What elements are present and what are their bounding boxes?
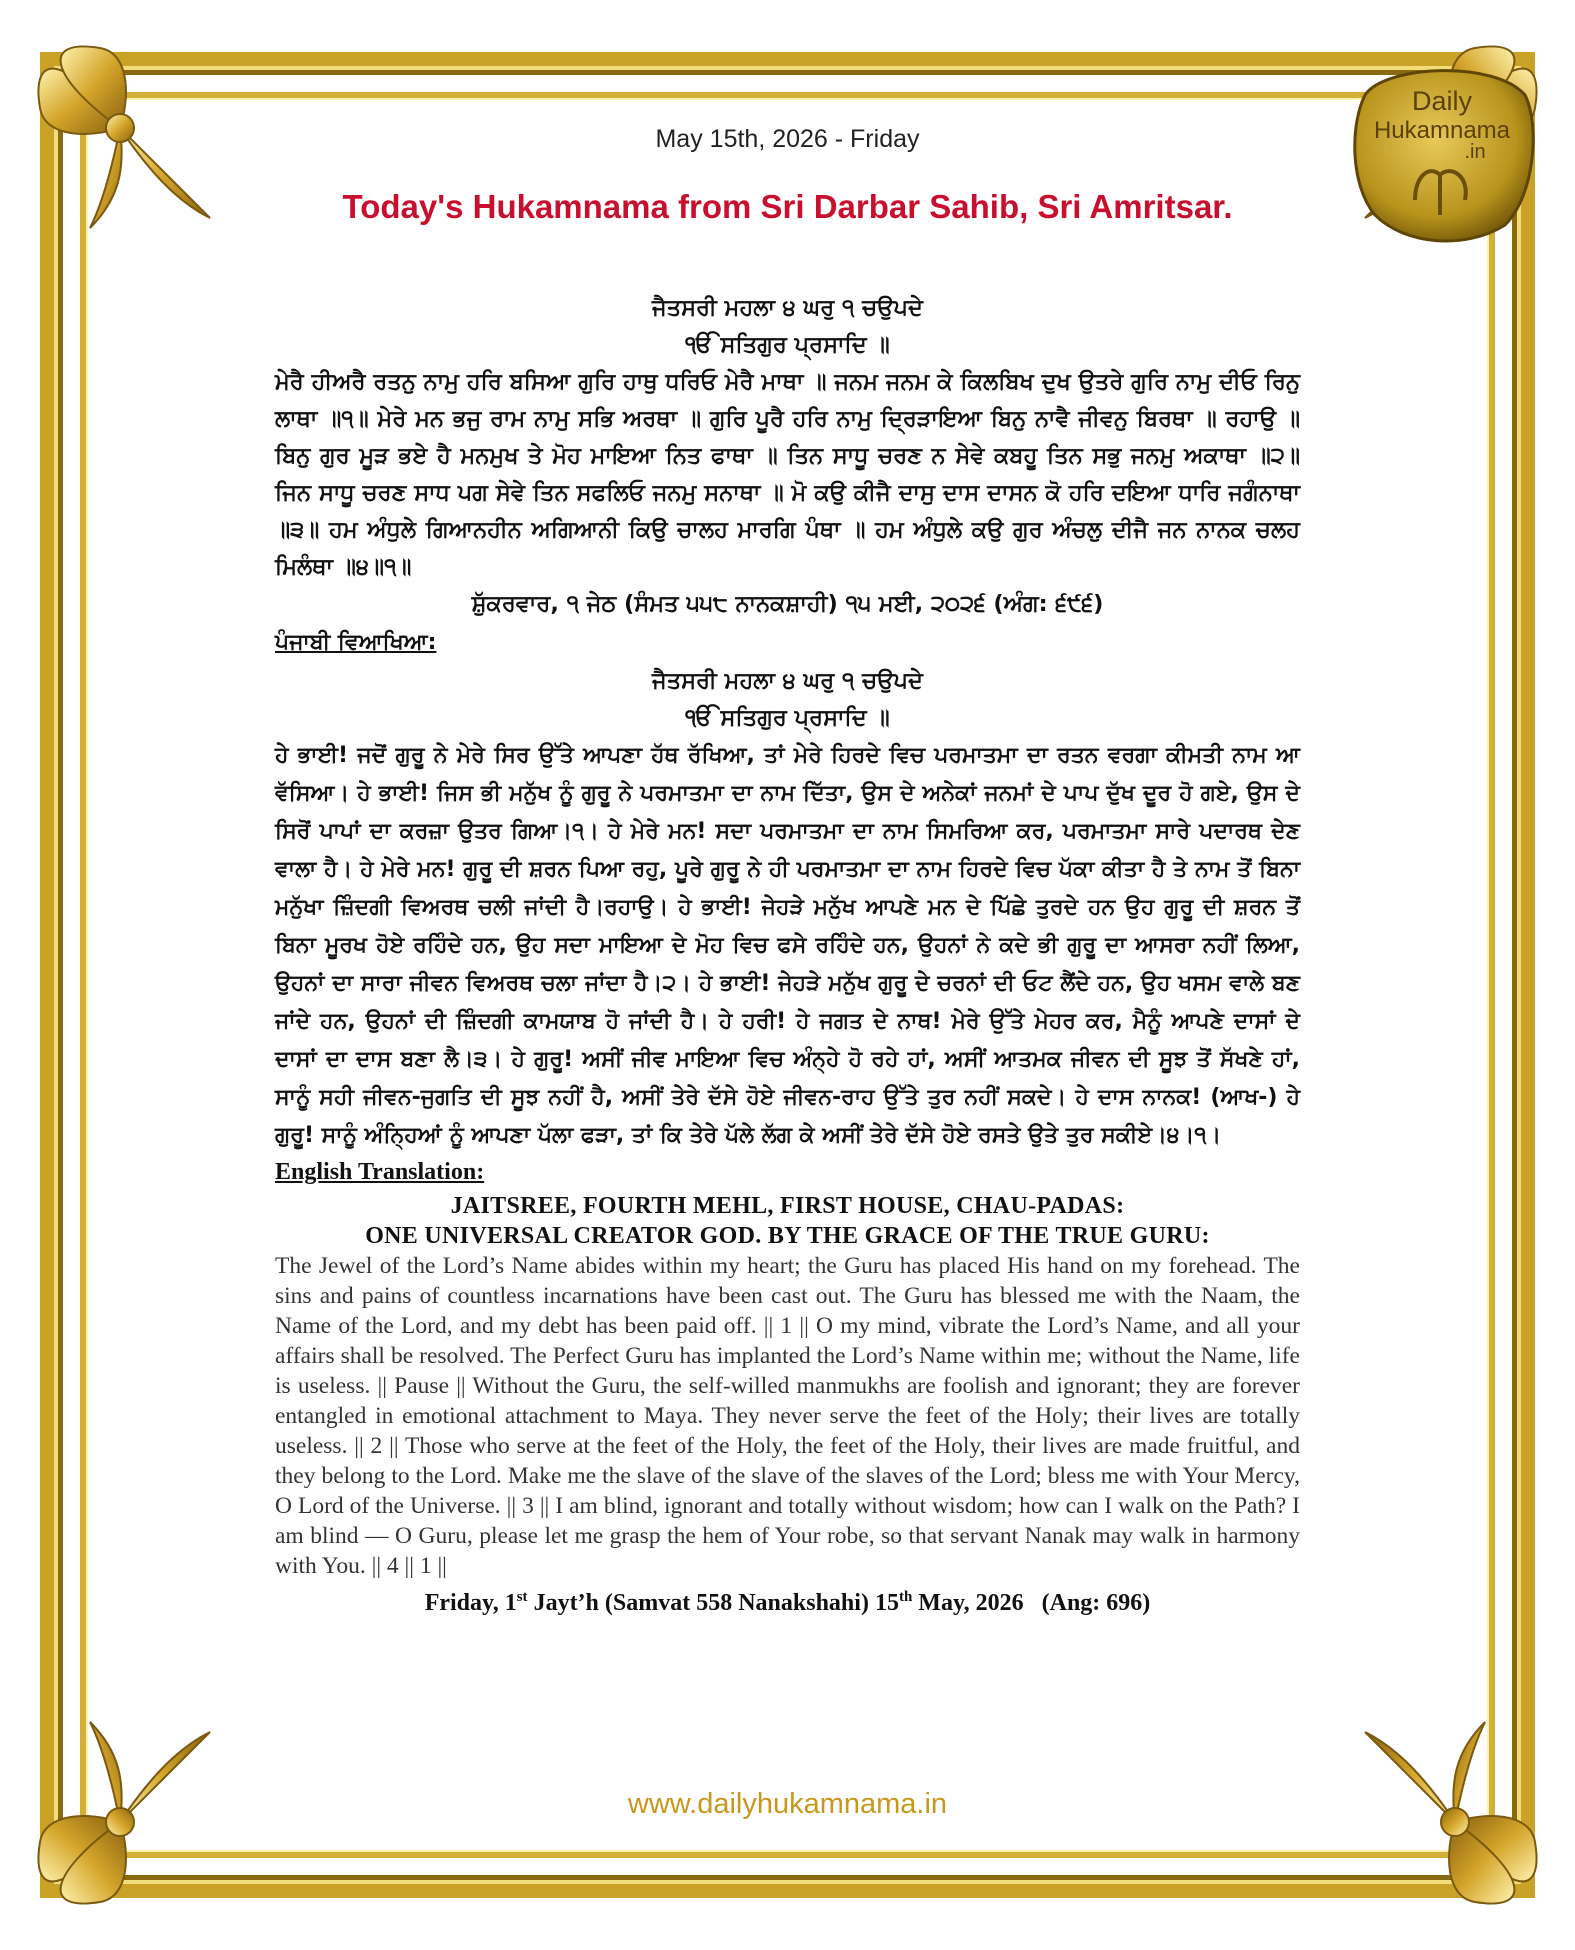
gurbani-date-line: ਸ਼ੁੱਕਰਵਾਰ, ੧ ਜੇਠ (ਸੰਮਤ ੫੫੮ ਨਾਨਕਸ਼ਾਹੀ) ੧੫ ਮਈ, ੨੦੨੬ (ਅੰਗ: ੬੯੬) [471,591,1104,617]
corner-bow-ornament-icon [1345,1712,1565,1932]
english-translation: The Jewel of the Lord’s Name abides within my heart; the Guru has placed His hand on my forehead. The sins and pains of countless incarnations have been cast out. The Guru has blessed me with the Naam, the Name of the Lord, and my debt has been paid off. || 1 || O my mind, vibrate the Lord’s Name, and all your affairs shall be resolved. The Perfect Guru has implanted the Lord’s Name within me; without the Name, life is useless. || Pause || Without the Guru, the self-willed manmukhs are foolish and ignorant; they are forever entangled in emotional attachment to Maya. They never serve the feet of the Holy; their lives are totally useless. || 2 || Those who serve at the feet of the Holy, the feet of the Holy, their lives are made fruitful, and they belong to the Lord. Make me the slave of the slave of the slaves of the Lord; bless me with Your Mercy, O Lord of the Universe. || 3 || I am blind, ignorant and totally without wisdom; how can I walk on the Path? I am blind — O Guru, please let me grasp the hem of Your robe, so that servant Nanak may walk in harmony with You. || 4 || 1 || [275,1253,1300,1579]
english-label-text: English Translation [275,1159,477,1185]
punjabi-mool-heading: ੴ ਸਤਿਗੁਰ ਪ੍ਰਸਾਦਿ ॥ [685,705,890,731]
hukamnama-content [275,290,1300,1617]
corner-bow-ornament-icon [10,1712,230,1932]
english-mool-heading: ONE UNIVERSAL CREATOR GOD. BY THE GRACE OF THE TRUE GURU: [365,1223,1210,1249]
english-date-line: Friday, 1st Jayt’h (Samvat 558 Nanakshahi) 15th May, 2026 (Ang: 696) [424,1589,1151,1616]
svg-text:Daily: Daily [1411,86,1473,116]
svg-text:Hukamnama: Hukamnama [1373,117,1511,144]
page-title: Today's Hukamnama from Sri Darbar Sahib, Sri Amritsar. [342,188,1233,225]
punjabi-section-label: ਪੰਜਾਬੀ ਵਿਆਖਿਆ: [275,630,437,655]
gurbani-text: ਮੇਰੈ ਹੀਅਰੈ ਰਤਨੁ ਨਾਮੁ ਹਰਿ ਬਸਿਆ ਗੁਰਿ ਹਾਥੁ ਧਰਿਓ ਮੇਰੈ ਮਾਥਾ ॥ ਜਨਮ ਜਨਮ ਕੇ ਕਿਲਬਿਖ ਦੁਖ ਉਤਰੇ ਗੁਰਿ ਨਾਮੁ ਦੀਓ ਰਿਨੁ ਲਾਥਾ ॥੧॥ ਮੇਰੇ ਮਨ ਭਜੁ ਰਾਮ ਨਾਮੁ ਸਭਿ ਅਰਥਾ ॥ ਗੁਰਿ ਪੂਰੈ ਹਰਿ ਨਾਮੁ ਦ੍ਰਿੜਾਇਆ ਬਿਨੁ ਨਾਵੈ ਜੀਵਨੁ ਬਿਰਥਾ ॥ ਰਹਾਉ ॥ ਬਿਨੁ ਗੁਰ ਮੂੜ ਭਏ ਹੈ ਮਨਮੁਖ ਤੇ ਮੋਹ ਮਾਇਆ ਨਿਤ ਫਾਥਾ ॥ ਤਿਨ ਸਾਧੂ ਚਰਣ ਨ ਸੇਵੇ ਕਬਹੂ ਤਿਨ ਸਭੁ ਜਨਮੁ ਅਕਾਥਾ ॥੨॥ ਜਿਨ ਸਾਧੂ ਚਰਣ ਸਾਧ ਪਗ ਸੇਵੇ ਤਿਨ ਸਫਲਿਓ ਜਨਮੁ ਸਨਾਥਾ ॥ ਮੋ ਕਉ ਕੀਜੈ ਦਾਸੁ ਦਾਸ ਦਾਸਨ ਕੋ ਹਰਿ ਦਇਆ ਧਾਰਿ ਜਗੰਨਾਥਾ ॥੩॥ ਹਮ ਅੰਧੁਲੇ ਗਿਆਨਹੀਨ ਅਗਿਆਨੀ ਕਿਉ ਚਾਲਹ ਮਾਰਗਿ ਪੰਥਾ ॥ ਹਮ ਅੰਧੁਲੇ ਕਉ ਗੁਰ ਅੰਚਲੁ ਦੀਜੈ ਜਨ ਨਾਨਕ ਚਲਹ ਮਿਲੰਥਾ ॥੪॥੧॥ [275,369,1300,580]
date-line: May 15th, 2026 - Friday [655,125,920,153]
english-section-label [275,1157,1300,1187]
punjabi-heading: ਜੈਤਸਰੀ ਮਹਲਾ ੪ ਘਰੁ ੧ ਚਉਪਦੇ [652,668,923,694]
english-label-colon: : [476,1159,485,1185]
english-heading: JAITSREE, FOURTH MEHL, FIRST HOUSE, CHAU-PADAS: [450,1193,1125,1219]
gurbani-heading: ਜੈਤਸਰੀ ਮਹਲਾ ੪ ਘਰੁ ੧ ਚਉਪਦੇ [652,295,923,321]
website-link[interactable]: www.dailyhukamnama.in [627,1788,948,1820]
punjabi-explanation: ਹੇ ਭਾਈ! ਜਦੋਂ ਗੁਰੂ ਨੇ ਮੇਰੇ ਸਿਰ ਉੱਤੇ ਆਪਣਾ ਹੱਥ ਰੱਖਿਆ, ਤਾਂ ਮੇਰੇ ਹਿਰਦੇ ਵਿਚ ਪਰਮਾਤਮਾ ਦਾ ਰਤਨ ਵਰਗਾ ਕੀਮਤੀ ਨਾਮ ਆ ਵੱਸਿਆ। ਹੇ ਭਾਈ! ਜਿਸ ਭੀ ਮਨੁੱਖ ਨੂੰ ਗੁਰੂ ਨੇ ਪਰਮਾਤਮਾ ਦਾ ਨਾਮ ਦਿੱਤਾ, ਉਸ ਦੇ ਅਨੇਕਾਂ ਜਨਮਾਂ ਦੇ ਪਾਪ ਦੁੱਖ ਦੂਰ ਹੋ ਗਏ, ਉਸ ਦੇ ਸਿਰੋਂ ਪਾਪਾਂ ਦਾ ਕਰਜ਼ਾ ਉਤਰ ਗਿਆ।੧। ਹੇ ਮੇਰੇ ਮਨ! ਸਦਾ ਪਰਮਾਤਮਾ ਦਾ ਨਾਮ ਸਿਮਰਿਆ ਕਰ, ਪਰਮਾਤਮਾ ਸਾਰੇ ਪਦਾਰਥ ਦੇਣ ਵਾਲਾ ਹੈ। ਹੇ ਮੇਰੇ ਮਨ! ਗੁਰੂ ਦੀ ਸ਼ਰਨ ਪਿਆ ਰਹੁ, ਪੂਰੇ ਗੁਰੂ ਨੇ ਹੀ ਪਰਮਾਤਮਾ ਦਾ ਨਾਮ ਹਿਰਦੇ ਵਿਚ ਪੱਕਾ ਕੀਤਾ ਹੈ ਤੇ ਨਾਮ ਤੋਂ ਬਿਨਾ ਮਨੁੱਖਾ ਜ਼ਿੰਦਗੀ ਵਿਅਰਥ ਚਲੀ ਜਾਂਦੀ ਹੈ।ਰਹਾਉ। ਹੇ ਭਾਈ! ਜੇਹੜੇ ਮਨੁੱਖ ਆਪਣੇ ਮਨ ਦੇ ਪਿੱਛੇ ਤੁਰਦੇ ਹਨ ਉਹ ਗੁਰੂ ਦੀ ਸ਼ਰਨ ਤੋਂ ਬਿਨਾ ਮੂਰਖ ਹੋਏ ਰਹਿੰਦੇ ਹਨ, ਉਹ ਸਦਾ ਮਾਇਆ ਦੇ ਮੋਹ ਵਿਚ ਫਸੇ ਰਹਿੰਦੇ ਹਨ, ਉਹਨਾਂ ਨੇ ਕਦੇ ਭੀ ਗੁਰੂ ਦਾ ਆਸਰਾ ਨਹੀਂ ਲਿਆ, ਉਹਨਾਂ ਦਾ ਸਾਰਾ ਜੀਵਨ ਵਿਅਰਥ ਚਲਾ ਜਾਂਦਾ ਹੈ।੨। ਹੇ ਭਾਈ! ਜੇਹੜੇ ਮਨੁੱਖ ਗੁਰੂ ਦੇ ਚਰਨਾਂ ਦੀ ਓਟ ਲੈਂਦੇ ਹਨ, ਉਹ ਖਸਮ ਵਾਲੇ ਬਣ ਜਾਂਦੇ ਹਨ, ਉਹਨਾਂ ਦੀ ਜ਼ਿੰਦਗੀ ਕਾਮਯਾਬ ਹੋ ਜਾਂਦੀ ਹੈ। ਹੇ ਹਰੀ! ਹੇ ਜਗਤ ਦੇ ਨਾਥ! ਮੇਰੇ ਉੱਤੇ ਮੇਹਰ ਕਰ, ਮੈਨੂੰ ਆਪਣੇ ਦਾਸਾਂ ਦੇ ਦਾਸਾਂ ਦਾ ਦਾਸ ਬਣਾ ਲੈ।੩। ਹੇ ਗੁਰੂ! ਅਸੀਂ ਜੀਵ ਮਾਇਆ ਵਿਚ ਅੰਨ੍ਹੇ ਹੋ ਰਹੇ ਹਾਂ, ਅਸੀਂ ਆਤਮਕ ਜੀਵਨ ਦੀ ਸੂਝ ਤੋਂ ਸੱਖਣੇ ਹਾਂ, ਸਾਨੂੰ ਸਹੀ ਜੀਵਨ-ਜੁਗਤਿ ਦੀ ਸੂਝ ਨਹੀਂ ਹੈ, ਅਸੀਂ ਤੇਰੇ ਦੱਸੇ ਹੋਏ ਜੀਵਨ-ਰਾਹ ਉੱਤੇ ਤੁਰ ਨਹੀਂ ਸਕਦੇ। ਹੇ ਦਾਸ ਨਾਨਕ! (ਆਖ-) ਹੇ ਗੁਰੂ! ਸਾਨੂੰ ਅੰਨ੍ਹਿਆਂ ਨੂੰ ਆਪਣਾ ਪੱਲਾ ਫੜਾ, ਤਾਂ ਕਿ ਤੇਰੇ ਪੱਲੇ ਲੱਗ ਕੇ ਅਸੀਂ ਤੇਰੇ ਦੱਸੇ ਹੋਏ ਰਸਤੇ ਉਤੇ ਤੁਰ ਸਕੀਏ।੪।੧। [275,743,1300,1148]
gurbani-mool-heading: ੴ ਸਤਿਗੁਰ ਪ੍ਰਸਾਦਿ ॥ [685,332,890,358]
svg-text:.in: .in [1464,141,1486,163]
